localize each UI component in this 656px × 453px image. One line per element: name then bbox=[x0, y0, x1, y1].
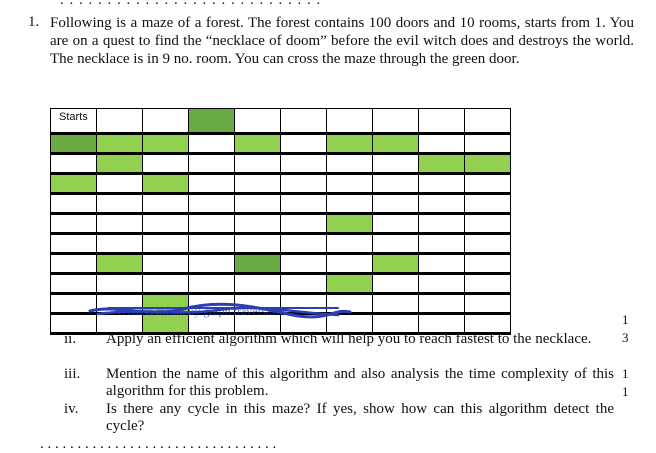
maze-green-door-cell bbox=[419, 154, 465, 174]
maze-cell bbox=[97, 194, 143, 214]
maze-cell bbox=[51, 214, 97, 234]
maze-cell bbox=[281, 274, 327, 294]
maze-green-door-cell bbox=[143, 134, 189, 154]
maze-cell bbox=[235, 174, 281, 194]
marks-value: 3 bbox=[622, 330, 629, 345]
maze-cell bbox=[465, 194, 511, 214]
struck-subquestion-text: What is meant by graph traversal? bbox=[116, 304, 281, 318]
maze-cell bbox=[419, 174, 465, 194]
maze-cell bbox=[327, 254, 373, 274]
maze-green-door-cell bbox=[143, 174, 189, 194]
maze-cell bbox=[281, 234, 327, 254]
maze-cell bbox=[419, 109, 465, 134]
maze-cell bbox=[189, 274, 235, 294]
maze-cell bbox=[51, 194, 97, 214]
maze-cell bbox=[465, 274, 511, 294]
maze-cell bbox=[189, 154, 235, 174]
maze-cell bbox=[465, 174, 511, 194]
maze-cell bbox=[327, 174, 373, 194]
maze-cell bbox=[143, 154, 189, 174]
maze-cell bbox=[235, 194, 281, 214]
maze-row bbox=[51, 214, 511, 234]
maze-start-cell: Starts bbox=[51, 109, 97, 134]
marks-value: 1 bbox=[622, 312, 629, 327]
subquestion-text: Is there any cycle in this maze? If yes, show how can this algorithm detect the cycle? bbox=[106, 401, 614, 434]
maze-cell bbox=[373, 154, 419, 174]
maze-cell bbox=[419, 234, 465, 254]
maze-cell bbox=[373, 234, 419, 254]
maze-cell bbox=[419, 274, 465, 294]
subquestion-number: iv. bbox=[64, 401, 79, 417]
maze-cell bbox=[189, 174, 235, 194]
maze-cell bbox=[143, 234, 189, 254]
maze-cell bbox=[327, 194, 373, 214]
maze-row bbox=[51, 154, 511, 174]
marks-value: 1 bbox=[622, 384, 629, 399]
maze-cell bbox=[327, 109, 373, 134]
maze-green-door-cell bbox=[373, 134, 419, 154]
maze-green-door-cell bbox=[235, 134, 281, 154]
maze-cell bbox=[281, 154, 327, 174]
maze-cell bbox=[51, 154, 97, 174]
maze-cell bbox=[143, 194, 189, 214]
maze-green-door-cell bbox=[373, 254, 419, 274]
maze-row bbox=[51, 134, 511, 154]
cut-off-top-text: . . . . . . . . . . . . . . . . . . . . . . . . . . . . bbox=[60, 0, 322, 8]
maze-cell bbox=[281, 254, 327, 274]
maze-green-door-cell bbox=[97, 134, 143, 154]
maze-cell bbox=[189, 214, 235, 234]
maze-cell bbox=[189, 234, 235, 254]
maze-cell bbox=[419, 134, 465, 154]
maze-cell bbox=[97, 174, 143, 194]
question-number: 1. bbox=[28, 14, 40, 30]
maze-cell bbox=[281, 194, 327, 214]
maze-row bbox=[51, 174, 511, 194]
maze-row bbox=[51, 234, 511, 254]
maze-cell bbox=[235, 274, 281, 294]
maze-cell bbox=[189, 254, 235, 274]
maze-cell bbox=[235, 109, 281, 134]
maze-cell bbox=[281, 134, 327, 154]
question-paragraph: Following is a maze of a forest. The forest contains 100 doors and 10 rooms, starts from 1. You are on a quest to find the “necklace of doom” before the evil witch does and destroys the world. The necklace is in 9 no. room. You can cross the maze through the green door. bbox=[50, 15, 634, 67]
maze-cell bbox=[419, 254, 465, 274]
subquestion-number: iii. bbox=[64, 366, 81, 382]
maze-cell bbox=[235, 214, 281, 234]
maze-cell bbox=[97, 234, 143, 254]
maze-cell bbox=[143, 274, 189, 294]
subquestion-number: ii. bbox=[64, 331, 77, 347]
maze-row bbox=[51, 109, 511, 134]
maze-cell bbox=[373, 214, 419, 234]
maze-cell bbox=[373, 274, 419, 294]
maze-cell bbox=[373, 194, 419, 214]
maze-cell bbox=[143, 214, 189, 234]
subquestion-text: Mention the name of this algorithm and also analysis the time complexity of this algorithm for this problem. bbox=[106, 366, 614, 399]
maze-cell bbox=[189, 194, 235, 214]
maze-cell bbox=[373, 294, 419, 314]
maze-cell bbox=[143, 254, 189, 274]
maze-green-door-cell bbox=[97, 254, 143, 274]
maze-cell bbox=[97, 109, 143, 134]
maze-cell bbox=[281, 214, 327, 234]
maze-green-door-cell bbox=[235, 254, 281, 274]
maze-green-door-cell bbox=[51, 134, 97, 154]
maze-row bbox=[51, 254, 511, 274]
maze-cell bbox=[373, 109, 419, 134]
maze-cell bbox=[143, 109, 189, 134]
marks-value: 1 bbox=[622, 366, 629, 381]
maze-cell bbox=[97, 274, 143, 294]
maze-cell bbox=[419, 294, 465, 314]
maze-cell bbox=[189, 134, 235, 154]
cut-off-bottom-text: . . . . . . . . . . . . . . . . . . . . . . . . . . . . . . . . bbox=[40, 436, 277, 452]
maze-cell bbox=[465, 109, 511, 134]
maze-cell bbox=[465, 214, 511, 234]
maze-cell bbox=[97, 214, 143, 234]
maze-cell bbox=[235, 234, 281, 254]
maze-cell bbox=[419, 214, 465, 234]
maze-green-door-cell bbox=[189, 109, 235, 134]
maze-cell bbox=[235, 154, 281, 174]
maze-cell bbox=[465, 294, 511, 314]
maze-cell bbox=[327, 234, 373, 254]
maze-cell bbox=[419, 194, 465, 214]
maze-cell bbox=[465, 134, 511, 154]
maze-cell bbox=[373, 174, 419, 194]
maze-cell bbox=[281, 174, 327, 194]
maze-cell bbox=[327, 154, 373, 174]
maze-cell bbox=[281, 109, 327, 134]
maze-grid bbox=[50, 108, 511, 335]
maze-green-door-cell bbox=[465, 154, 511, 174]
maze-cell bbox=[465, 234, 511, 254]
maze-green-door-cell bbox=[327, 274, 373, 294]
scribble-strikeout bbox=[88, 302, 358, 320]
maze-green-door-cell bbox=[327, 134, 373, 154]
maze-cell bbox=[51, 234, 97, 254]
maze-cell bbox=[51, 254, 97, 274]
maze-green-door-cell bbox=[51, 174, 97, 194]
subquestion-text: Apply an efficient algorithm which will help you to reach fastest to the necklace. bbox=[106, 331, 592, 347]
maze-cell bbox=[465, 254, 511, 274]
maze-row bbox=[51, 194, 511, 214]
maze-cell bbox=[51, 274, 97, 294]
maze-green-door-cell bbox=[327, 214, 373, 234]
maze-row bbox=[51, 274, 511, 294]
maze-green-door-cell bbox=[97, 154, 143, 174]
